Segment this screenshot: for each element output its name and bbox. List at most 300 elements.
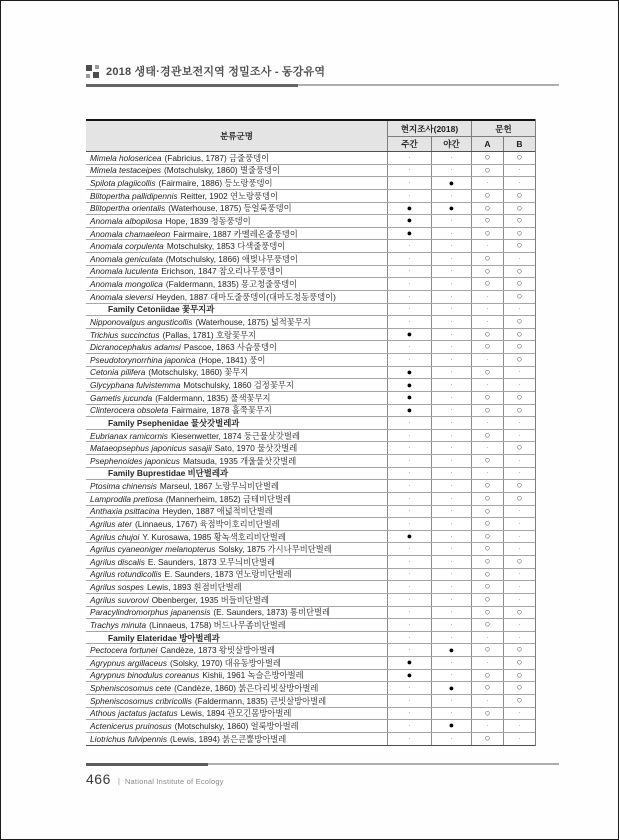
circle-icon: ○ — [516, 669, 523, 681]
author-and-korean-name: Solsky, 1875 가시나무비단벌레 — [218, 544, 332, 555]
absent-dot-icon: · — [518, 544, 521, 554]
publisher-name: National Institute of Ecology — [124, 777, 224, 786]
absent-dot-icon: · — [408, 241, 411, 251]
mark-survey-day — [387, 442, 431, 454]
mark-survey-night — [431, 543, 471, 555]
mark-survey-day — [387, 518, 431, 530]
mark-literature-a — [471, 190, 503, 202]
absent-dot-icon: · — [408, 683, 411, 693]
family-label: Family Buprestidae 비단벌레과 — [108, 468, 229, 479]
mark-survey-day — [387, 240, 431, 252]
report-logo-icon — [86, 65, 99, 78]
absent-dot-icon: · — [450, 734, 453, 744]
absent-dot-icon: · — [450, 468, 453, 478]
author-and-korean-name: Lewis, 1893 흰점비단벌레 — [146, 582, 242, 593]
mark-survey-night — [431, 720, 471, 732]
circle-icon: ○ — [484, 606, 491, 618]
table-body — [86, 152, 535, 745]
mark-literature-a — [471, 379, 503, 391]
mark-survey-night — [431, 266, 471, 278]
circle-icon: ○ — [484, 278, 491, 290]
mark-literature-b — [503, 468, 535, 480]
mark-literature-a — [471, 430, 503, 442]
mark-literature-b — [503, 720, 535, 732]
species-row — [86, 329, 535, 342]
absent-dot-icon: · — [408, 594, 411, 604]
mark-literature-b — [503, 190, 535, 202]
species-row — [86, 682, 535, 695]
column-header-taxon: 분류군명 — [220, 131, 253, 141]
absent-dot-icon: · — [408, 569, 411, 579]
mark-survey-night — [431, 253, 471, 265]
mark-literature-a — [471, 556, 503, 568]
circle-icon: ○ — [484, 707, 491, 719]
absent-dot-icon: · — [450, 392, 453, 402]
scientific-name: Anomala chamaeleon — [90, 228, 171, 239]
mark-literature-a — [471, 228, 503, 240]
species-row — [86, 594, 535, 607]
species-row — [86, 354, 535, 367]
mark-survey-night — [431, 152, 471, 164]
circle-icon: ○ — [516, 694, 523, 706]
species-row — [86, 190, 535, 203]
mark-survey-day — [387, 644, 431, 656]
author-and-korean-name: Fairmaire, 1878 홀쭉꽃무지 — [171, 405, 272, 416]
author-and-korean-name: Motschulsky, 1853 다색줄풍뎅이 — [166, 241, 286, 252]
mark-survey-night — [431, 304, 471, 316]
mark-literature-a — [471, 708, 503, 720]
mark-survey-day — [387, 695, 431, 707]
species-row — [86, 165, 535, 178]
filled-dot-icon: ● — [448, 682, 455, 693]
species-row — [86, 733, 535, 746]
species-row — [86, 442, 535, 455]
mark-literature-b — [503, 480, 535, 492]
family-section-row — [86, 632, 535, 645]
mark-literature-b — [503, 152, 535, 164]
circle-icon: ○ — [516, 442, 523, 454]
mark-literature-b — [503, 518, 535, 530]
circle-icon: ○ — [484, 366, 491, 378]
mark-survey-night — [431, 594, 471, 606]
mark-literature-b — [503, 354, 535, 366]
circle-icon: ○ — [516, 215, 523, 227]
absent-dot-icon: · — [408, 455, 411, 465]
circle-icon: ○ — [484, 669, 491, 681]
author-and-korean-name: (Faldermann, 1835) 풀색꽃무지 — [155, 392, 271, 403]
absent-dot-icon: · — [486, 304, 489, 314]
species-row — [86, 291, 535, 304]
mark-literature-a — [471, 304, 503, 316]
mark-literature-a — [471, 152, 503, 164]
absent-dot-icon: · — [450, 304, 453, 314]
absent-dot-icon: · — [450, 695, 453, 705]
absent-dot-icon: · — [450, 342, 453, 352]
absent-dot-icon: · — [408, 253, 411, 263]
mark-survey-day — [387, 430, 431, 442]
absent-dot-icon: · — [450, 594, 453, 604]
mark-literature-a — [471, 266, 503, 278]
absent-dot-icon: · — [408, 342, 411, 352]
mark-survey-day — [387, 417, 431, 429]
species-row — [86, 493, 535, 506]
filled-dot-icon: ● — [406, 669, 413, 680]
mark-survey-day — [387, 379, 431, 391]
circle-icon: ○ — [484, 215, 491, 227]
author-and-korean-name: (Motschulsky, 1866) 애벚나무풍뎅이 — [165, 253, 298, 264]
scientific-name: Glycyphana fulvistemma — [90, 380, 181, 391]
absent-dot-icon: · — [518, 380, 521, 390]
logo-square — [86, 65, 92, 71]
mark-literature-b — [503, 240, 535, 252]
taxon-name-cell — [86, 228, 387, 240]
scientific-name: Athous jactatus jactatus — [90, 708, 178, 719]
absent-dot-icon: · — [450, 544, 453, 554]
circle-icon: ○ — [484, 543, 491, 555]
mark-literature-b — [503, 316, 535, 328]
absent-dot-icon: · — [518, 619, 521, 629]
mark-survey-night — [431, 442, 471, 454]
absent-dot-icon: · — [450, 607, 453, 617]
scientific-name: Dicranocephalus adamsi — [90, 342, 181, 353]
family-label: Family Elateridae 방아벌레과 — [108, 632, 220, 643]
mark-survey-night — [431, 581, 471, 593]
family-label: Family Cetoniidae 꽃무지과 — [108, 304, 215, 315]
author-and-korean-name: E. Saunders, 1873 연노랑비단벌레 — [164, 569, 292, 580]
species-row — [86, 708, 535, 721]
filled-dot-icon: ● — [406, 366, 413, 377]
mark-literature-a — [471, 240, 503, 252]
absent-dot-icon: · — [450, 670, 453, 680]
mark-survey-day — [387, 266, 431, 278]
mark-literature-a — [471, 329, 503, 341]
absent-dot-icon: · — [486, 178, 489, 188]
author-and-korean-name: (Motschulsky, 1860) 얼룩방아벌레 — [174, 720, 299, 731]
circle-icon: ○ — [516, 606, 523, 618]
mark-literature-a — [471, 291, 503, 303]
absent-dot-icon: · — [450, 455, 453, 465]
page-number: 466 — [86, 771, 111, 787]
author-and-korean-name: (Hope, 1841) 풍이 — [198, 354, 266, 365]
species-row — [86, 506, 535, 519]
scientific-name: Anomala mongolica — [90, 279, 163, 290]
absent-dot-icon: · — [486, 316, 489, 326]
absent-dot-icon: · — [486, 417, 489, 427]
mark-survey-day — [387, 670, 431, 682]
taxon-name-cell — [86, 720, 387, 732]
filled-dot-icon: ● — [448, 720, 455, 731]
circle-icon: ○ — [516, 644, 523, 656]
absent-dot-icon: · — [408, 279, 411, 289]
circle-icon: ○ — [484, 227, 491, 239]
circle-icon: ○ — [484, 391, 491, 403]
species-row — [86, 695, 535, 708]
taxon-name-cell — [86, 304, 387, 316]
absent-dot-icon: · — [408, 417, 411, 427]
scientific-name: Agrilus ater — [90, 518, 132, 529]
scientific-name: Nipponovalgus angusticollis — [90, 316, 193, 327]
mark-survey-night — [431, 455, 471, 467]
absent-dot-icon: · — [518, 178, 521, 188]
author-and-korean-name: Reitter, 1902 연노랑풍뎅이 — [180, 190, 279, 201]
mark-survey-night — [431, 430, 471, 442]
author-and-korean-name: Erichson, 1847 참오리나무풍뎅이 — [161, 266, 284, 277]
species-row — [86, 531, 535, 544]
author-and-korean-name: Pascoe, 1863 사슴풍뎅이 — [183, 342, 277, 353]
footer-rule — [86, 763, 559, 766]
author-and-korean-name: Lewis, 1894 관모긴몸방아벌레 — [180, 708, 292, 719]
column-header-lit-b: B — [503, 136, 535, 151]
filled-dot-icon: ● — [406, 657, 413, 668]
species-row — [86, 455, 535, 468]
family-label: Family Psephenidae 물삿갓벌레과 — [108, 417, 240, 428]
family-section-row — [86, 468, 535, 481]
circle-icon: ○ — [516, 202, 523, 214]
mark-literature-b — [503, 594, 535, 606]
absent-dot-icon: · — [518, 582, 521, 592]
species-row — [86, 240, 535, 253]
circle-icon: ○ — [484, 404, 491, 416]
taxon-name-cell — [86, 215, 387, 227]
taxon-name-cell — [86, 594, 387, 606]
absent-dot-icon: · — [450, 253, 453, 263]
absent-dot-icon: · — [408, 493, 411, 503]
logo-square — [95, 65, 99, 69]
scientific-name: Agrilus discalis — [90, 556, 145, 567]
absent-dot-icon: · — [518, 594, 521, 604]
scientific-name: Spilota plagiicollis — [90, 178, 156, 189]
species-row — [86, 253, 535, 266]
absent-dot-icon: · — [408, 544, 411, 554]
mark-survey-night — [431, 405, 471, 417]
scientific-name: Mimela holosericea — [90, 152, 162, 163]
mark-literature-b — [503, 556, 535, 568]
absent-dot-icon: · — [518, 632, 521, 642]
mark-literature-a — [471, 165, 503, 177]
mark-survey-night — [431, 165, 471, 177]
taxon-name-cell — [86, 506, 387, 518]
taxon-name-cell — [86, 354, 387, 366]
absent-dot-icon: · — [450, 569, 453, 579]
family-section-row — [86, 304, 535, 317]
mark-literature-a — [471, 569, 503, 581]
mark-survey-day — [387, 708, 431, 720]
author-and-korean-name: (E. Saunders, 1873) 통비단벌레 — [213, 607, 331, 618]
absent-dot-icon: · — [518, 720, 521, 730]
absent-dot-icon: · — [450, 430, 453, 440]
circle-icon: ○ — [484, 682, 491, 694]
author-and-korean-name: Y. Kurosawa, 1985 황녹색호리비단벌레 — [142, 531, 286, 542]
absent-dot-icon: · — [408, 266, 411, 276]
absent-dot-icon: · — [408, 354, 411, 364]
mark-literature-b — [503, 278, 535, 290]
circle-icon: ○ — [484, 152, 491, 164]
scientific-name: Agrypnus argillaceus — [90, 657, 168, 668]
mark-literature-b — [503, 695, 535, 707]
mark-survey-night — [431, 506, 471, 518]
circle-icon: ○ — [516, 341, 523, 353]
circle-icon: ○ — [516, 682, 523, 694]
absent-dot-icon: · — [518, 708, 521, 718]
absent-dot-icon: · — [408, 178, 411, 188]
mark-literature-b — [503, 417, 535, 429]
column-header-night: 야간 — [431, 136, 471, 151]
scientific-name: Agrilus cyaneoniger melanopterus — [90, 544, 216, 555]
absent-dot-icon: · — [486, 695, 489, 705]
circle-icon: ○ — [516, 290, 523, 302]
mark-survey-night — [431, 644, 471, 656]
absent-dot-icon: · — [408, 607, 411, 617]
mark-literature-a — [471, 657, 503, 669]
mark-survey-night — [431, 657, 471, 669]
circle-icon: ○ — [484, 593, 491, 605]
absent-dot-icon: · — [518, 253, 521, 263]
mark-survey-night — [431, 556, 471, 568]
circle-icon: ○ — [484, 581, 491, 593]
taxon-name-cell — [86, 493, 387, 505]
mark-survey-night — [431, 354, 471, 366]
mark-literature-a — [471, 203, 503, 215]
mark-literature-a — [471, 733, 503, 746]
mark-literature-b — [503, 493, 535, 505]
mark-survey-night — [431, 493, 471, 505]
mark-survey-day — [387, 569, 431, 581]
scientific-name: Liotrichus fulvipennis — [90, 734, 168, 745]
absent-dot-icon: · — [518, 531, 521, 541]
absent-dot-icon: · — [408, 556, 411, 566]
author-and-korean-name: Heyden, 1887 대마도줄풍뎅이(대마도청동풍뎅이) — [156, 291, 336, 302]
filled-dot-icon: ● — [406, 379, 413, 390]
mark-survey-night — [431, 329, 471, 341]
author-and-korean-name: Candèze, 1873 왕빗살방아벌레 — [160, 645, 276, 656]
taxon-name-cell — [86, 682, 387, 694]
mark-literature-a — [471, 341, 503, 353]
circle-icon: ○ — [516, 265, 523, 277]
species-row — [86, 228, 535, 241]
absent-dot-icon: · — [408, 304, 411, 314]
mark-survey-day — [387, 329, 431, 341]
scientific-name: Spheniscosomus cete — [90, 683, 172, 694]
mark-literature-a — [471, 682, 503, 694]
absent-dot-icon: · — [450, 215, 453, 225]
absent-dot-icon: · — [518, 506, 521, 516]
taxon-name-cell — [86, 569, 387, 581]
scientific-name: Anomala sieversi — [90, 291, 154, 302]
absent-dot-icon: · — [450, 506, 453, 516]
mark-literature-b — [503, 733, 535, 746]
author-and-korean-name: Motschulsky, 1860 검정꽃무지 — [183, 380, 294, 391]
species-row — [86, 619, 535, 632]
absent-dot-icon: · — [450, 228, 453, 238]
author-and-korean-name: (Mannerheim, 1852) 금테비단벌레 — [165, 493, 291, 504]
mark-survey-day — [387, 203, 431, 215]
mark-survey-night — [431, 670, 471, 682]
taxon-name-cell — [86, 619, 387, 631]
mark-survey-night — [431, 228, 471, 240]
taxon-name-cell — [86, 543, 387, 555]
mark-survey-day — [387, 632, 431, 644]
mark-literature-a — [471, 518, 503, 530]
scientific-name: Anomala geniculata — [90, 253, 163, 264]
absent-dot-icon: · — [408, 632, 411, 642]
mark-literature-b — [503, 329, 535, 341]
mark-survey-day — [387, 506, 431, 518]
circle-icon: ○ — [516, 556, 523, 568]
circle-icon: ○ — [484, 619, 491, 631]
absent-dot-icon: · — [450, 708, 453, 718]
circle-icon: ○ — [484, 189, 491, 201]
taxon-name-cell — [86, 266, 387, 278]
species-row — [86, 266, 535, 279]
taxon-name-cell — [86, 253, 387, 265]
absent-dot-icon: · — [408, 316, 411, 326]
mark-literature-a — [471, 253, 503, 265]
mark-literature-b — [503, 569, 535, 581]
species-row — [86, 581, 535, 594]
mark-literature-b — [503, 543, 535, 555]
absent-dot-icon: · — [408, 430, 411, 440]
species-row — [86, 203, 535, 216]
taxon-name-cell — [86, 165, 387, 177]
mark-literature-a — [471, 442, 503, 454]
mark-survey-day — [387, 581, 431, 593]
mark-survey-night — [431, 392, 471, 404]
mark-literature-b — [503, 670, 535, 682]
species-row — [86, 430, 535, 443]
mark-survey-night — [431, 190, 471, 202]
header-rule — [86, 84, 559, 87]
author-and-korean-name: (Motschulsky, 1860) 꽃무지 — [148, 367, 249, 378]
taxon-name-cell — [86, 670, 387, 682]
absent-dot-icon: · — [486, 468, 489, 478]
scientific-name: Ptosima chinensis — [90, 481, 157, 492]
mark-literature-b — [503, 442, 535, 454]
absent-dot-icon: · — [408, 695, 411, 705]
mark-survey-night — [431, 518, 471, 530]
mark-literature-a — [471, 632, 503, 644]
taxon-name-cell — [86, 417, 387, 429]
absent-dot-icon: · — [408, 518, 411, 528]
absent-dot-icon: · — [408, 506, 411, 516]
absent-dot-icon: · — [408, 645, 411, 655]
circle-icon: ○ — [516, 240, 523, 252]
mark-survey-night — [431, 695, 471, 707]
mark-literature-a — [471, 367, 503, 379]
scientific-name: Actenicerus pruinosus — [90, 720, 172, 731]
species-row — [86, 670, 535, 683]
mark-literature-a — [471, 594, 503, 606]
mark-literature-a — [471, 392, 503, 404]
taxon-name-cell — [86, 152, 387, 164]
author-and-korean-name: Fairmaire, 1887 카멜레온줄풍뎅이 — [173, 228, 298, 239]
filled-dot-icon: ● — [406, 392, 413, 403]
absent-dot-icon: · — [408, 720, 411, 730]
scientific-name: Spheniscosomus cribricollis — [90, 695, 192, 706]
species-row — [86, 644, 535, 657]
species-row — [86, 543, 535, 556]
mark-literature-a — [471, 619, 503, 631]
scientific-name: Agrilus suvorovi — [90, 594, 149, 605]
absent-dot-icon: · — [486, 657, 489, 667]
absent-dot-icon: · — [518, 569, 521, 579]
author-and-korean-name: (Fairmaire, 1886) 등노랑풍뎅이 — [158, 178, 273, 189]
circle-icon: ○ — [516, 492, 523, 504]
mark-literature-b — [503, 266, 535, 278]
absent-dot-icon: · — [450, 152, 453, 162]
mark-survey-day — [387, 367, 431, 379]
author-and-korean-name: (Faldermann, 1835) 몽고청줄풍뎅이 — [165, 279, 298, 290]
mark-literature-b — [503, 657, 535, 669]
